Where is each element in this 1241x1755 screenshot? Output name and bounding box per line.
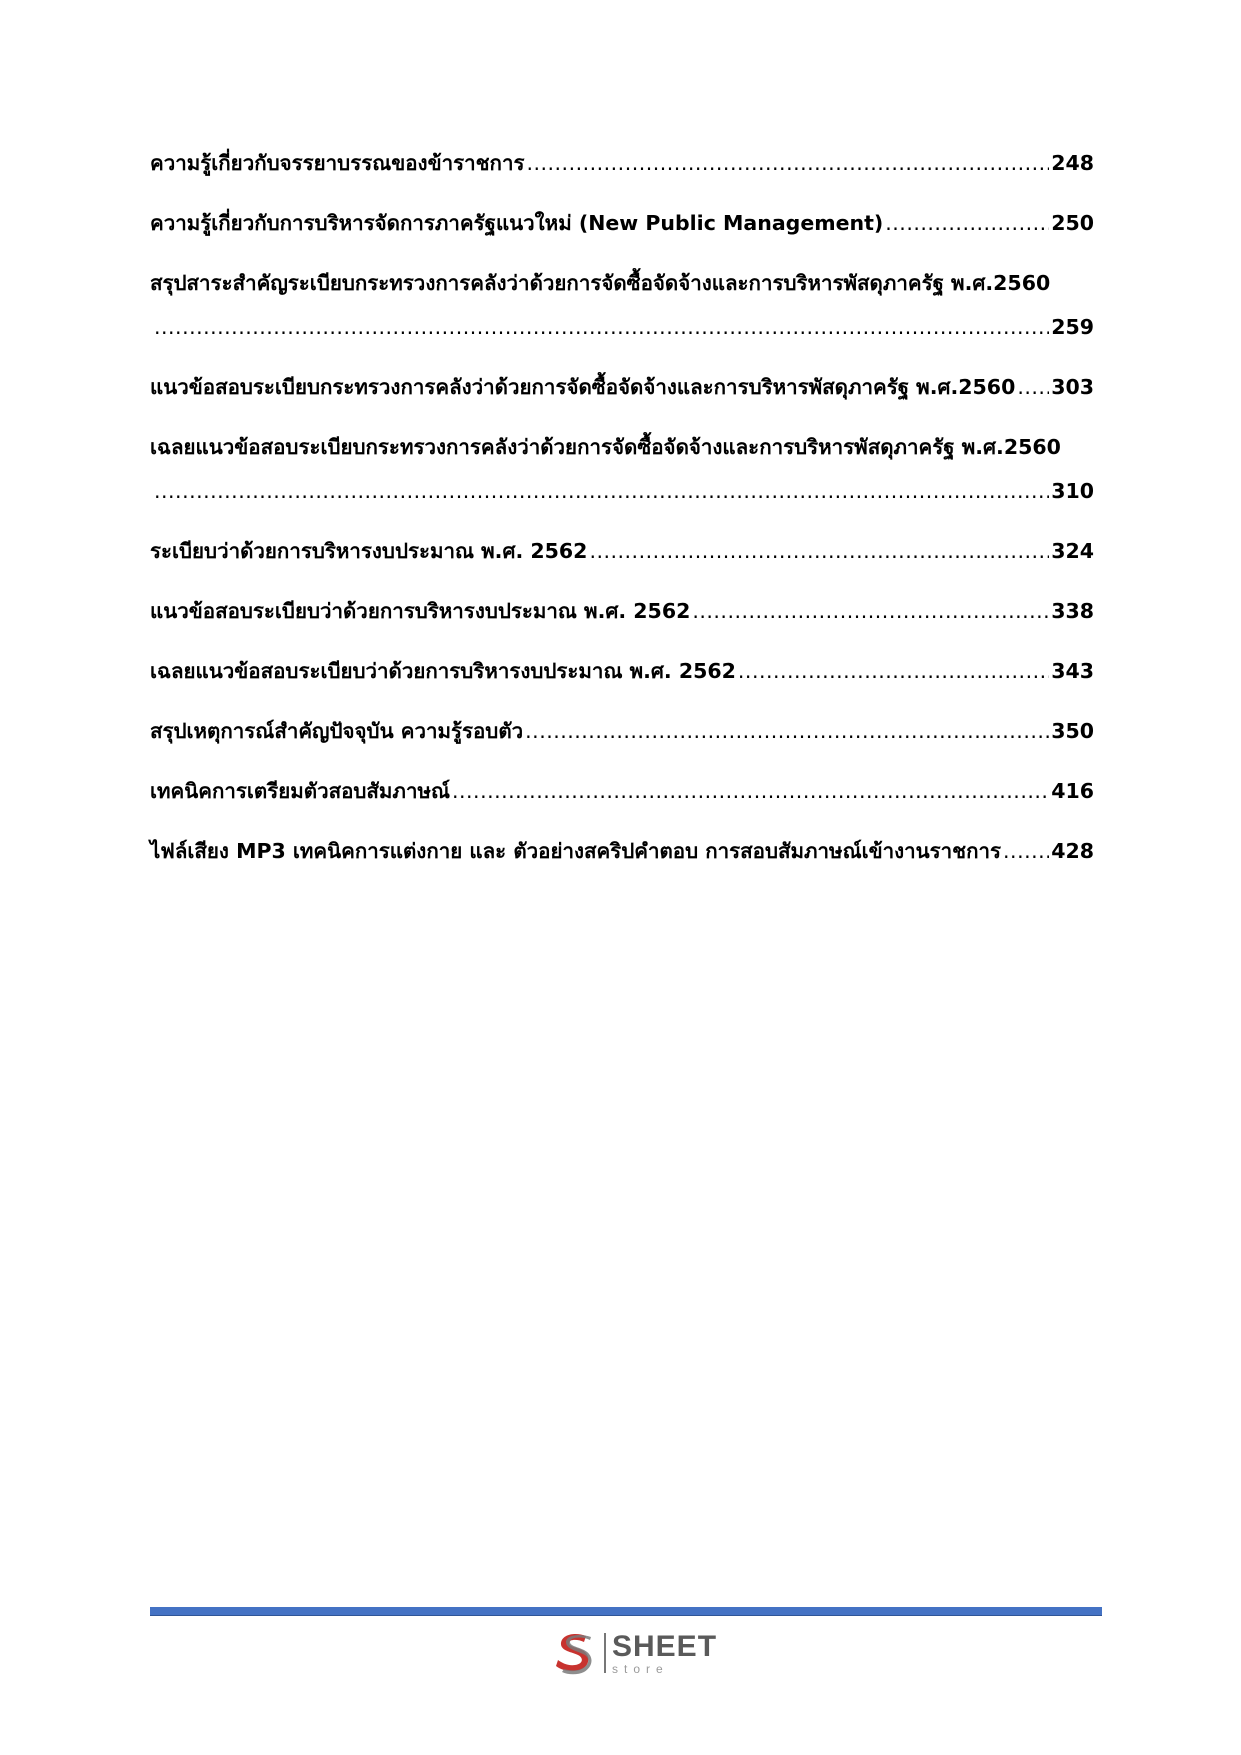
table-of-contents bbox=[150, 148, 1094, 896]
toc-entry[interactable] bbox=[150, 776, 1094, 836]
toc-entry-title: เฉลยแนวข้อสอบระเบียบว่าด้วยการบริหารงบประมาณ พ.ศ. 2562 bbox=[150, 659, 736, 683]
toc-entry-title: แนวข้อสอบระเบียบกระทรวงการคลังว่าด้วยการจัดซื้อจัดจ้างและการบริหารพัสดุภาครัฐ พ.ศ.2560 bbox=[150, 375, 1016, 399]
toc-entry-page: 338 bbox=[1051, 599, 1094, 623]
toc-entry[interactable] bbox=[150, 836, 1094, 896]
dot-leader bbox=[1003, 836, 1049, 866]
dot-leader bbox=[692, 596, 1049, 626]
toc-entry-title: แนวข้อสอบระเบียบว่าด้วยการบริหารงบประมาณ พ.ศ. 2562 bbox=[150, 599, 691, 623]
logo-text-big: SHEET bbox=[612, 1629, 718, 1663]
toc-entry[interactable] bbox=[150, 656, 1094, 716]
dot-leader bbox=[589, 536, 1049, 566]
toc-entry-page: 250 bbox=[1051, 211, 1094, 235]
toc-entry-title: สรุปเหตุการณ์สำคัญปัจจุบัน ความรู้รอบตัว bbox=[150, 719, 524, 743]
toc-entry[interactable] bbox=[150, 432, 1094, 536]
dot-leader bbox=[1017, 372, 1049, 402]
toc-entry-page: 416 bbox=[1051, 779, 1094, 803]
toc-entry[interactable] bbox=[150, 208, 1094, 268]
toc-entry-title: ความรู้เกี่ยวกับการบริหารจัดการภาครัฐแนวใหม่ (New Public Management) bbox=[150, 211, 884, 235]
toc-entry-title: ไฟล์เสียง MP3 เทคนิคการแต่งกาย และ ตัวอย่างสคริปคำตอบ การสอบสัมภาษณ์เข้างานราชการ bbox=[150, 839, 1002, 863]
toc-entry-title: เฉลยแนวข้อสอบระเบียบกระทรวงการคลังว่าด้วยการจัดซื้อจัดจ้างและการบริหารพัสดุภาครัฐ พ.ศ.2560 bbox=[150, 435, 1061, 459]
toc-entry[interactable] bbox=[150, 536, 1094, 596]
toc-entry-title: สรุปสาระสำคัญระเบียบกระทรวงการคลังว่าด้วยการจัดซื้อจัดจ้างและการบริหารพัสดุภาครัฐ พ.ศ.2560 bbox=[150, 271, 1051, 295]
toc-entry-page: 350 bbox=[1051, 719, 1094, 743]
sheet-store-logo bbox=[550, 1627, 730, 1679]
dot-leader bbox=[526, 148, 1049, 178]
footer-divider-bar bbox=[150, 1607, 1102, 1616]
dot-leader bbox=[885, 208, 1049, 238]
dot-leader bbox=[452, 776, 1049, 806]
logo-separator bbox=[604, 1633, 606, 1673]
toc-entry-title: ระเบียบว่าด้วยการบริหารงบประมาณ พ.ศ. 2562 bbox=[150, 539, 588, 563]
toc-entry-page: 310 bbox=[1051, 479, 1094, 503]
dot-leader bbox=[154, 476, 1049, 506]
toc-entry-title: ความรู้เกี่ยวกับจรรยาบรรณของข้าราชการ bbox=[150, 151, 525, 175]
toc-entry-title: เทคนิคการเตรียมตัวสอบสัมภาษณ์ bbox=[150, 779, 450, 803]
toc-entry[interactable] bbox=[150, 716, 1094, 776]
dot-leader bbox=[738, 656, 1049, 686]
toc-entry-page: 259 bbox=[1051, 315, 1094, 339]
toc-entry-page: 324 bbox=[1051, 539, 1094, 563]
toc-entry-page: 303 bbox=[1051, 375, 1094, 399]
logo-text-small: store bbox=[612, 1661, 669, 1676]
toc-entry[interactable] bbox=[150, 372, 1094, 432]
toc-entry-page: 343 bbox=[1051, 659, 1094, 683]
toc-entry[interactable] bbox=[150, 268, 1094, 372]
toc-entry-page: 428 bbox=[1051, 839, 1094, 863]
dot-leader bbox=[154, 312, 1049, 342]
toc-entry-page: 248 bbox=[1051, 151, 1094, 175]
toc-entry[interactable] bbox=[150, 596, 1094, 656]
logo-wordmark bbox=[612, 1629, 718, 1676]
dot-leader bbox=[525, 716, 1049, 746]
sheet-store-logo-icon bbox=[550, 1628, 600, 1678]
toc-entry[interactable] bbox=[150, 148, 1094, 208]
